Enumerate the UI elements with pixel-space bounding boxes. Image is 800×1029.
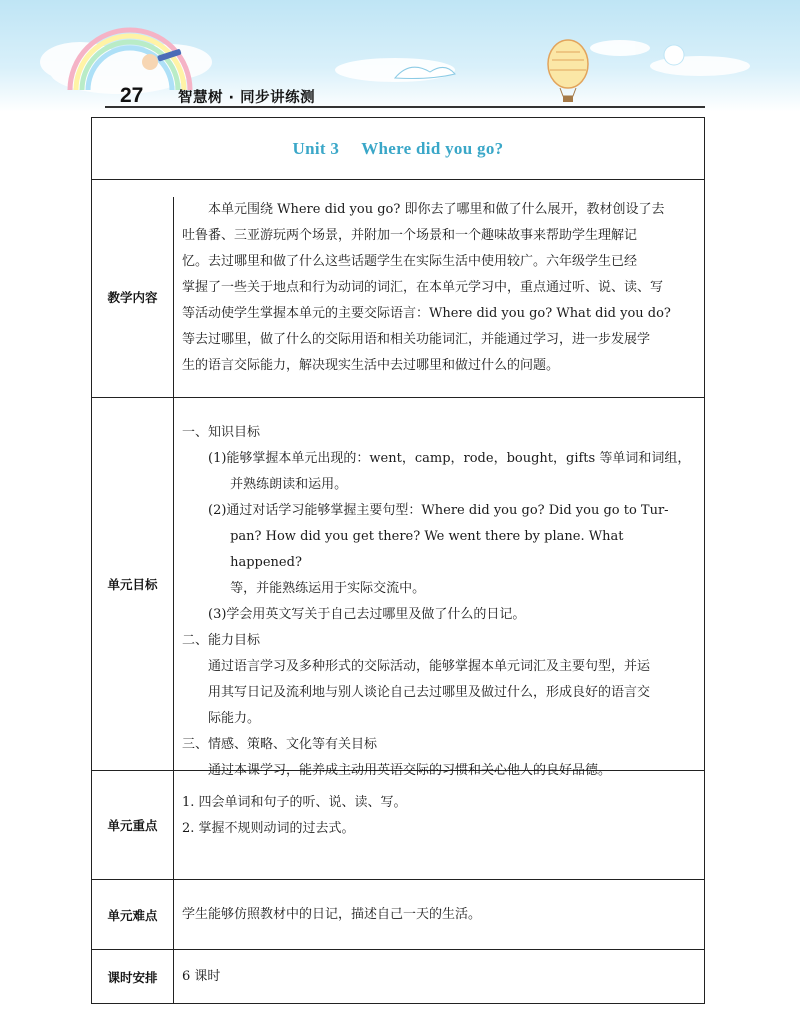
sun-icon [664, 45, 684, 65]
row-schedule [92, 949, 704, 1003]
goal-item: (1)能够掌握本单元出现的：went，camp，rode，bought，gifts 等单词和词组， [208, 451, 691, 466]
content-line: 吐鲁番、三亚游玩两个场景，并附加一个场景和一个趣味故事来帮助学生理解记 [182, 228, 638, 243]
ability-heading: 二、能力目标 [182, 633, 261, 648]
ability-line: 用其写日记及流利地与别人谈论自己去过哪里及做过什么，形成良好的语言交 [208, 685, 651, 700]
teaching-content-text [174, 197, 704, 397]
content-line: 掌握了一些关于地点和行为动词的词汇，在本单元学习中，重点通过听、说、读、写 [182, 280, 664, 295]
row-label: 课时安排 [92, 950, 174, 1003]
page-header [0, 0, 800, 112]
row-unit-goals [92, 397, 704, 778]
ability-line: 际能力。 [208, 711, 261, 726]
row-label: 教学内容 [92, 197, 174, 397]
row-teaching-content [92, 179, 704, 397]
unit-focus-text [174, 771, 704, 879]
content-line: 生的语言交际能力，解决现实生活中去过哪里和做过什么的问题。 [182, 358, 560, 373]
book-title: 智慧树 · 同步讲练测 [178, 90, 316, 106]
goal-item: (2)通过对话学习能够掌握主要句型：Where did you go? Did you go to Tur- [208, 503, 669, 518]
row-label: 单元目标 [92, 398, 174, 770]
emotion-heading: 三、情感、策略、文化等有关目标 [182, 737, 378, 752]
unit-number: Unit 3 [292, 138, 340, 158]
emotion-line: 通过本课学习，能养成主动用英语交际的习惯和关心他人的良好品德。 [208, 763, 612, 778]
focus-line: 1. 四会单词和句子的听、说、读、写。 [182, 795, 407, 810]
goal-item-cont: 等，并能熟练运用于实际交流中。 [230, 581, 426, 596]
header-rule [105, 106, 705, 108]
unit-difficulty-text [174, 880, 704, 949]
unit-name: Where did you go? [361, 138, 504, 158]
ability-line: 通过语言学习及多种形式的交际活动，能够掌握本单元词汇及主要句型，并运 [208, 659, 651, 674]
unit-goals-text [174, 398, 704, 778]
content-line: 忆。去过哪里和做了什么这些话题学生在实际生活中使用较广。六年级学生已经 [182, 254, 638, 269]
goal-item-cont: 并熟练朗读和运用。 [230, 477, 348, 492]
schedule-text [174, 950, 704, 1003]
row-unit-difficulty [92, 879, 704, 949]
lesson-plan-table [91, 117, 705, 1004]
focus-line: 2. 掌握不规则动词的过去式。 [182, 821, 355, 836]
unit-title-row [92, 118, 704, 179]
knowledge-heading: 一、知识目标 [182, 425, 261, 440]
goal-item: (3)学会用英文写关于自己去过哪里及做了什么的日记。 [208, 607, 526, 622]
difficulty-line: 学生能够仿照教材中的日记，描述自己一天的生活。 [182, 906, 482, 922]
hot-air-balloon-icon [548, 40, 588, 102]
goal-item-cont: pan? How did you get there? We went there by plane. What happened? [230, 529, 624, 570]
row-label: 单元难点 [92, 880, 174, 949]
content-line: 等活动使学生掌握本单元的主要交际语言：Where did you go? What did you do? [182, 306, 671, 321]
unit-title [293, 139, 504, 159]
row-unit-focus [92, 770, 704, 879]
content-line: 本单元围绕 Where did you go? 即你去了哪里和做了什么展开，教材创设了去 [208, 202, 665, 217]
page-number: 27 [120, 84, 144, 107]
content-line: 等去过哪里，做了什么的交际用语和相关功能词汇，并能通过学习，进一步发展学 [182, 332, 651, 347]
schedule-line: 6 课时 [182, 968, 221, 984]
row-label: 单元重点 [92, 771, 174, 879]
